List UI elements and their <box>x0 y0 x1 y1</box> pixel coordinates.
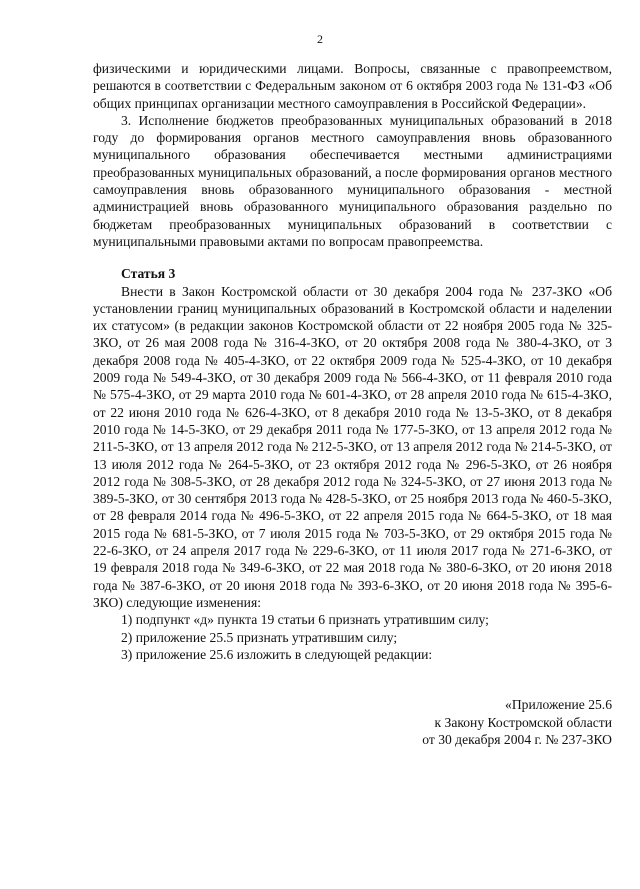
appendix-header <box>422 696 612 749</box>
paragraph-budget-execution: 3. Исполнение бюджетов преобразованных муниципальных образований в 2018 году до формирования органов местного самоуправления вновь образованного муниципального образования обеспечивается местными администрациями преобразованных муниципальных образований, а после формирования органов местного самоуправления вновь образованного муниципального образования - местной администрацией вновь образованного муниципального образования раздельно по бюджетам преобразованных муниципальных образований в соответствии с муниципальными правовыми актами по вопросам правопреемства. <box>93 112 612 249</box>
list-item: 2) приложение 25.5 признать утратившим силу; <box>121 629 398 645</box>
appendix-law-ref: к Закону Костромской области <box>434 714 612 730</box>
list-item: 3) приложение 25.6 изложить в следующей редакции: <box>121 646 433 662</box>
paragraph-continuation: физическими и юридическими лицами. Вопросы, связанные с правопреемством, решаются в соответствии с Федеральным законом от 6 октября 2003 года № 131-ФЗ «Об общих принципах организации местного самоуправления в Российской Федерации». <box>93 61 612 111</box>
appendix-law-date: от 30 декабря 2004 г. № 237-ЗКО <box>422 732 612 747</box>
paragraph-amendments: Внести в Закон Костромской области от 30 декабря 2004 года № 237-ЗКО «Об установлении границ муниципальных образований в Костромской области и наделении их статусом» (в редакции законов Костромской области от 22 ноября 2005 года № 325-ЗКО, от 26 мая 2008 года № 316-4-ЗКО, от 20 октября 2008 года № 380-4-ЗКО, от 3 декабря 2008 года № 405-4-ЗКО, от 22 октября 2009 года № 525-4-ЗКО, от 10 декабря 2009 года № 549-4-ЗКО, от 30 декабря 2009 года № 566-4-ЗКО, от 11 февраля 2010 года № 575-4-ЗКО, от 29 марта 2010 года № 601-4-ЗКО, от 28 апреля 2010 года № 615-4-ЗКО, от 22 июня 2010 года № 626-4-ЗКО, от 8 декабря 2010 года № 13-5-ЗКО, от 8 декабря 2010 года № 14-5-ЗКО, от 29 декабря 2011 года № 177-5-ЗКО, от 13 апреля 2012 года № 211-5-ЗКО, от 13 апреля 2012 года № 212-5-ЗКО, от 13 апреля 2012 года № 214-5-ЗКО, от 13 июля 2012 года № 264-5-ЗКО, от 23 октября 2012 года № 296-5-ЗКО, от 26 ноября 2012 года № 308-5-ЗКО, от 28 декабря 2012 года № 324-5-ЗКО, от 27 июня 2013 года № 389-5-ЗКО, от 30 сентября 2013 года № 428-5-ЗКО, от 25 ноября 2013 года № 460-5-ЗКО, от 28 февраля 2014 года № 496-5-ЗКО, от 22 апреля 2015 года № 664-5-ЗКО, от 18 мая 2015 года № 681-5-ЗКО, от 7 июля 2015 года № 703-5-ЗКО, от 29 октября 2015 года № 22-6-ЗКО, от 24 апреля 2017 года № 229-6-ЗКО, от 11 июля 2017 года № 271-6-ЗКО, от 19 февраля 2018 года № 349-6-ЗКО, от 22 мая 2018 года № 380-6-ЗКО, от 20 июня 2018 года № 387-6-ЗКО, от 20 июня 2018 года № 393-6-ЗКО, от 20 июня 2018 года № 395-6-ЗКО) следующие изменения: <box>93 283 612 610</box>
list-item: 1) подпункт «д» пункта 19 статьи 6 признать утратившим силу; <box>121 612 489 628</box>
document-body <box>93 60 612 663</box>
article-heading: Статья 3 <box>121 266 176 282</box>
page-number: 2 <box>317 32 323 46</box>
appendix-title: «Приложение 25.6 <box>505 697 612 712</box>
